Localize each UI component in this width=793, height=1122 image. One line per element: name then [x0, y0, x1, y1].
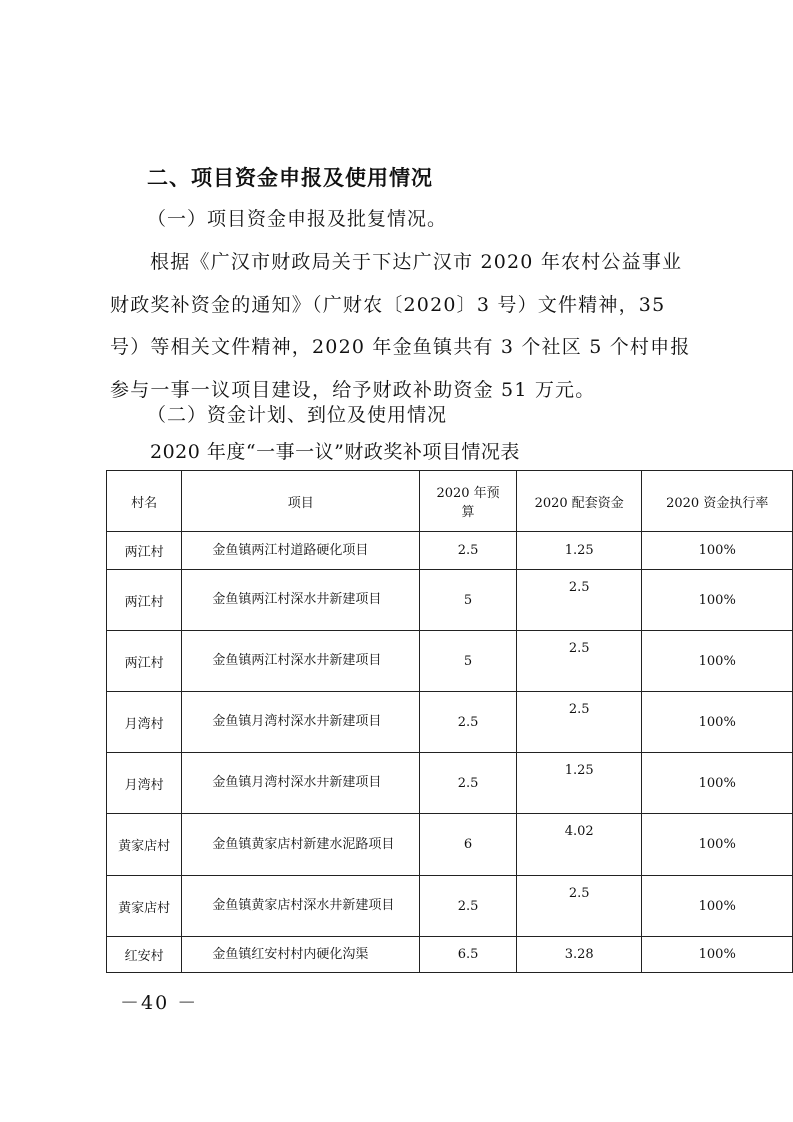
cell-project: 金鱼镇月湾村深水井新建项目 — [182, 753, 420, 814]
table-row — [107, 937, 793, 973]
cell-project: 金鱼镇红安村村内硬化沟渠 — [182, 937, 420, 973]
col-header-village: 村名 — [107, 471, 182, 532]
page-number: －40 － — [120, 992, 199, 1014]
table-row — [107, 753, 793, 814]
cell-project: 金鱼镇月湾村深水井新建项目 — [182, 692, 420, 753]
table-row — [107, 570, 793, 631]
project-table — [106, 470, 793, 973]
paragraph-line: 号）等相关文件精神，2020 年金鱼镇共有 3 个社区 5 个村申报 — [110, 336, 691, 358]
subheading-approval: （一）项目资金申报及批复情况。 — [147, 208, 448, 230]
cell-matching: 3.28 — [516, 937, 642, 973]
cell-matching: 4.02 — [516, 814, 642, 876]
cell-village: 红安村 — [107, 937, 182, 973]
cell-rate: 100% — [642, 753, 793, 814]
body-paragraph — [110, 241, 690, 411]
col-header-project: 项目 — [182, 471, 420, 532]
cell-budget: 5 — [420, 631, 517, 692]
cell-village: 月湾村 — [107, 692, 182, 753]
cell-project: 金鱼镇黄家店村新建水泥路项目 — [182, 814, 420, 876]
cell-project: 金鱼镇两江村深水井新建项目 — [182, 570, 420, 631]
table-header-row — [107, 471, 793, 532]
cell-matching: 2.5 — [516, 876, 642, 937]
cell-budget: 2.5 — [420, 753, 517, 814]
table-row — [107, 692, 793, 753]
cell-matching: 2.5 — [516, 692, 642, 753]
cell-village: 黄家店村 — [107, 814, 182, 876]
cell-budget: 2.5 — [420, 532, 517, 570]
cell-project: 金鱼镇两江村道路硬化项目 — [182, 532, 420, 570]
cell-rate: 100% — [642, 692, 793, 753]
cell-matching: 2.5 — [516, 570, 642, 631]
table-row — [107, 631, 793, 692]
cell-rate: 100% — [642, 814, 793, 876]
cell-budget: 2.5 — [420, 692, 517, 753]
table-row — [107, 532, 793, 570]
cell-village: 黄家店村 — [107, 876, 182, 937]
cell-budget: 2.5 — [420, 876, 517, 937]
section-heading: 二、项目资金申报及使用情况 — [147, 166, 433, 190]
cell-rate: 100% — [642, 937, 793, 973]
table-row — [107, 814, 793, 876]
col-header-rate: 2020 资金执行率 — [642, 471, 793, 532]
cell-rate: 100% — [642, 570, 793, 631]
cell-matching: 1.25 — [516, 753, 642, 814]
cell-village: 月湾村 — [107, 753, 182, 814]
paragraph-line: 财政奖补资金的通知》（广财农〔2020〕3 号）文件精神，35 — [110, 293, 666, 316]
cell-village: 两江村 — [107, 631, 182, 692]
col-header-budget: 2020 年预算 — [420, 471, 517, 532]
cell-matching: 2.5 — [516, 631, 642, 692]
col-header-matching: 2020 配套资金 — [516, 471, 642, 532]
table-row — [107, 876, 793, 937]
cell-budget: 6 — [420, 814, 517, 876]
cell-village: 两江村 — [107, 570, 182, 631]
cell-rate: 100% — [642, 532, 793, 570]
subheading-funds: （二）资金计划、到位及使用情况 — [147, 404, 448, 426]
cell-matching: 1.25 — [516, 532, 642, 570]
cell-rate: 100% — [642, 631, 793, 692]
paragraph-line: 参与一事一议项目建设，给予财政补助资金 51 万元。 — [110, 378, 596, 401]
cell-project: 金鱼镇两江村深水井新建项目 — [182, 631, 420, 692]
cell-budget: 6.5 — [420, 937, 517, 973]
cell-budget: 5 — [420, 570, 517, 631]
cell-rate: 100% — [642, 876, 793, 937]
paragraph-line: 根据《广汉市财政局关于下达广汉市 2020 年农村公益事业 — [150, 251, 683, 273]
cell-village: 两江村 — [107, 532, 182, 570]
table-caption: 2020 年度“一事一议”财政奖补项目情况表 — [150, 441, 520, 463]
cell-project: 金鱼镇黄家店村深水井新建项目 — [182, 876, 420, 937]
